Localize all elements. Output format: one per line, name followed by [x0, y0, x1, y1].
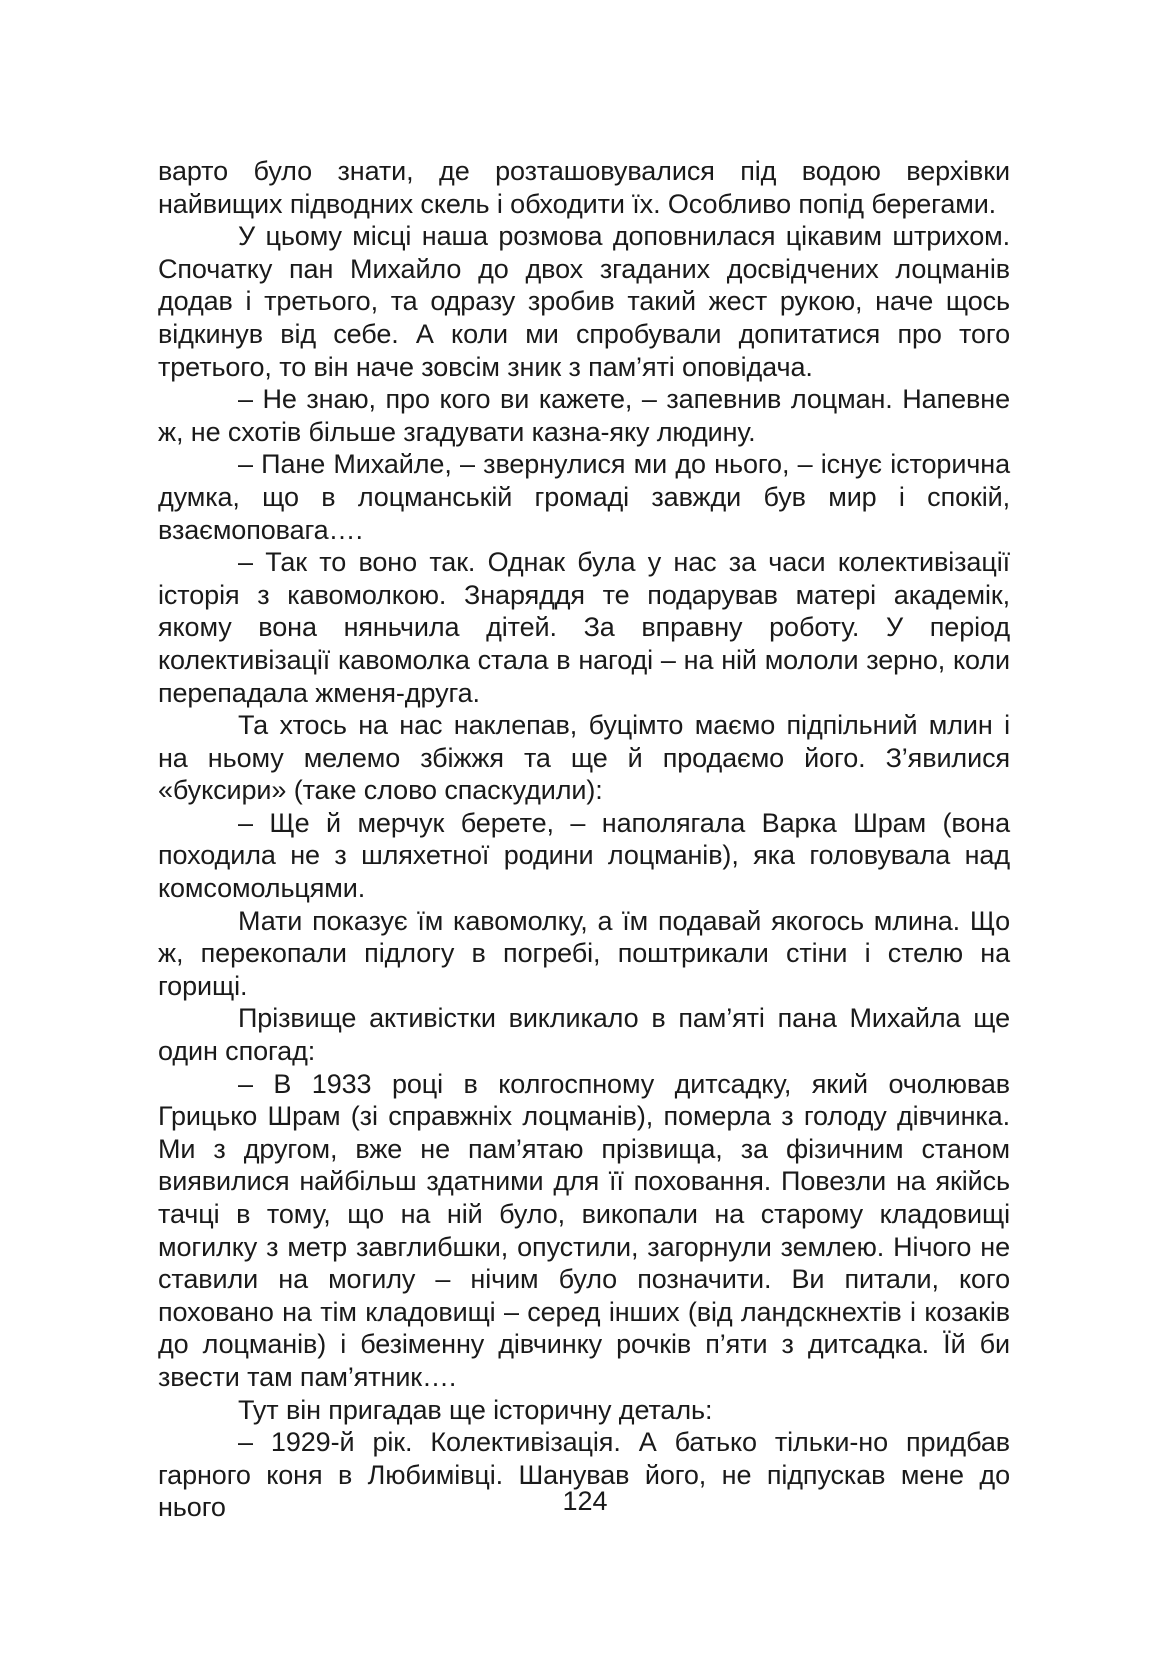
- body-text: [158, 155, 1010, 1524]
- paragraph: Тут він пригадав ще історичну деталь:: [238, 1394, 713, 1425]
- paragraph: – Ще й мерчук берете, – наполягала Варка Шрам (вона походила не з шляхетної родини лоцманів), яка головувала над комсомольцями.: [158, 807, 1010, 904]
- paragraph: Та хтось на нас наклепав, буцімто маємо підпільний млин і на ньому мелемо збіжжя та ще й продаємо його. З’явилися «буксири» (таке слово спаскудили):: [158, 710, 1010, 806]
- paragraph: У цьому місці наша розмова доповнилася цікавим штрихом. Спочатку пан Михайло до двох згаданих досвідчених лоцманів додав і третього, та одразу зробив такий жест рукою, наче щось відкинув від себе. А коли ми спробували допитатися про того третього, то він наче зовсім зник з пам’яті оповідача.: [158, 221, 1010, 382]
- paragraph: – Так то воно так. Однак була у нас за часи колективізації історія з кавомолкою. Знаряддя те подарував матері академік, якому вона няньчила дітей. За вправну роботу. У період колективізації кавомолка стала в нагоді – на ній мололи зерно, коли перепадала жменя-друга.: [158, 547, 1010, 708]
- paragraph: – 1929-й рік. Колективізація. А батько тільки-но придбав гарного коня в Любимівці. Шанував його, не підпускав мене до нього: [158, 1427, 1010, 1523]
- paragraph-continuation: варто було знати, де розташовувалися під водою верхівки найвищих підводних скель і обходити їх. Особливо попід берегами.: [158, 156, 1010, 219]
- paragraph: – Не знаю, про кого ви кажете, – запевнив лоцман. Напевне ж, не схотів більше згадувати казна-яку людину.: [158, 384, 1010, 447]
- page-number: 124: [562, 1486, 608, 1516]
- paragraph: Прізвище активістки викликало в пам’яті пана Михайла ще один спогад:: [158, 1003, 1010, 1067]
- paragraph: Мати показує їм кавомолку, а їм подавай якогось млина. Що ж, перекопали підлогу в погребі, поштрикали стіни і стелю на горищі.: [158, 905, 1010, 1001]
- paragraph: – В 1933 році в колгоспному дитсадку, який очолював Грицько Шрам (зі справжніх лоцманів), померла з голоду дівчинка. Ми з другом, вже не пам’ятаю прізвища, за фізичним станом виявилися найбільш здатними для її поховання. Повезли на якійсь тачці в тому, що на ній було, викопали на старому кладовищі могилку з метр завглибшки, опустили, загорнули землею. Нічого не ставили на могилу – нічим було позначити. Ви питали, кого поховано на тім кладовищі – серед інших (від ландскнехтів і козаків до лоцманів) і безіменну дівчинку рочків п’яти з дитсадка. Їй би звести там пам’ятник….: [158, 1068, 1010, 1392]
- paragraph: – Пане Михайле, – звернулися ми до нього, – існує історична думка, що в лоцманській громаді завжди був мир і спокій, взаємоповага….: [158, 449, 1010, 545]
